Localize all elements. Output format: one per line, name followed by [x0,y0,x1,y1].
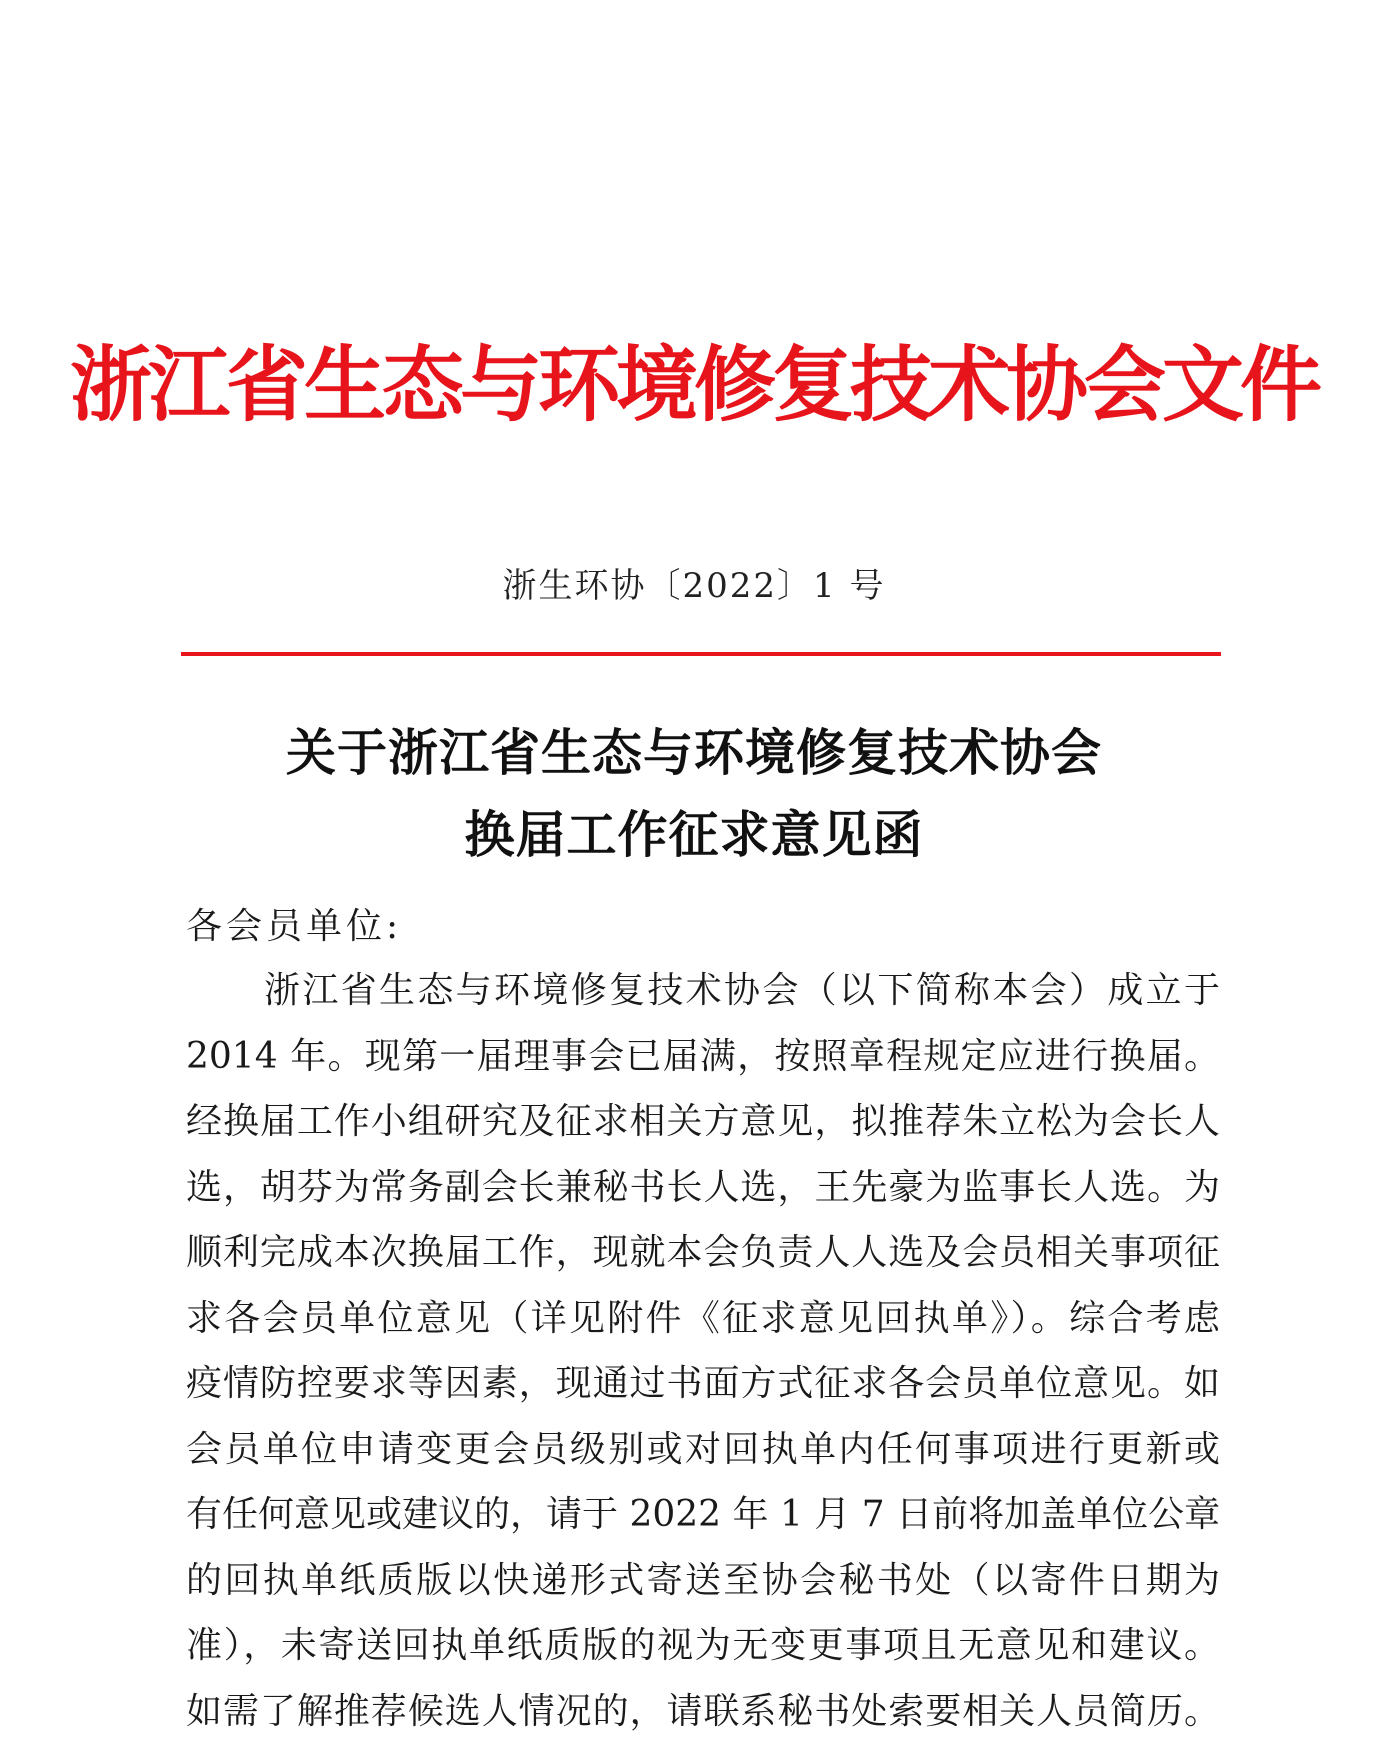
body-line: 浙江省生态与环境修复技术协会（以下简称本会）成立于 [186,958,1220,1024]
body-line: 选，胡芬为常务副会长兼秘书长人选，王先豪为监事长人选。为 [186,1155,1220,1221]
body-line: 经换届工作小组研究及征求相关方意见，拟推荐朱立松为会长人 [186,1089,1220,1155]
body-line: 2014 年。现第一届理事会已届满，按照章程规定应进行换届。 [186,1024,1220,1090]
body-line: 求各会员单位意见（详见附件《征求意见回执单》）。综合考虑 [186,1286,1220,1352]
body-line: 有任何意见或建议的，请于 2022 年 1 月 7 日前将加盖单位公章 [186,1482,1220,1548]
body-line: 疫情防控要求等因素，现通过书面方式征求各会员单位意见。如 [186,1351,1220,1417]
document-number: 浙生环协〔2022〕1 号 [0,558,1388,607]
issuer-red-header: 浙江省生态与环境修复技术协会文件 [0,345,1388,427]
body-paragraph [186,958,1220,1744]
red-divider-line [181,652,1221,656]
body-line: 如需了解推荐候选人情况的，请联系秘书处索要相关人员简历。 [186,1679,1220,1744]
body-line: 会员单位申请变更会员级别或对回执单内任何事项进行更新或 [186,1417,1220,1483]
subject-line-2: 换届工作征求意见函 [0,794,1388,876]
body-line: 顺利完成本次换届工作，现就本会负责人人选及会员相关事项征 [186,1220,1220,1286]
body-line: 准），未寄送回执单纸质版的视为无变更事项且无意见和建议。 [186,1613,1220,1679]
salutation: 各会员单位: [186,898,402,949]
body-line: 的回执单纸质版以快递形式寄送至协会秘书处（以寄件日期为 [186,1548,1220,1614]
document-subject [0,712,1388,876]
subject-line-1: 关于浙江省生态与环境修复技术协会 [0,712,1388,794]
